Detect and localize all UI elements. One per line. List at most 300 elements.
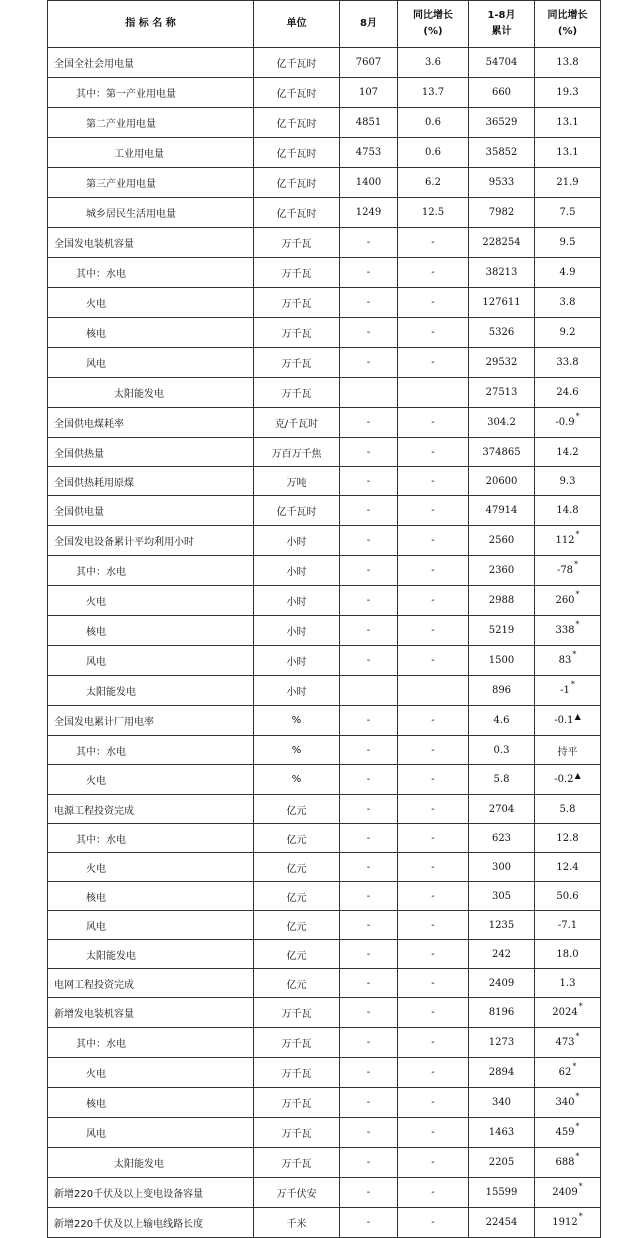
month-value-cell: - (340, 824, 398, 853)
month-value-cell: - (340, 882, 398, 911)
header-cumulative-yoy-line2: (%) (557, 26, 578, 37)
cumulative-yoy-cell (535, 795, 601, 824)
table-row (48, 78, 601, 108)
table-row (48, 586, 601, 616)
header-month: 8月 (340, 1, 398, 48)
indicator-name-cell: 全国发电设备累计平均利用小时 (48, 526, 254, 556)
cumulative-yoy-cell (535, 78, 601, 108)
month-value-cell: - (340, 526, 398, 556)
month-value-cell: - (340, 1208, 398, 1238)
cumulative-value-cell: 242 (469, 940, 535, 969)
cumulative-yoy-value: -1 (560, 685, 570, 696)
table-row (48, 1178, 601, 1208)
cumulative-value-cell: 5326 (469, 318, 535, 348)
cumulative-yoy-value: 33.8 (556, 357, 579, 368)
cumulative-value-cell: 2560 (469, 526, 535, 556)
cumulative-yoy-cell (535, 48, 601, 78)
month-value-cell: - (340, 1148, 398, 1178)
cumulative-yoy-value: 13.1 (556, 117, 579, 128)
month-yoy-cell: 12.5 (398, 198, 469, 228)
month-yoy-cell: - (398, 348, 469, 378)
month-value-cell: - (340, 940, 398, 969)
cumulative-yoy-cell (535, 438, 601, 467)
indicator-name-cell: 电源工程投资完成 (48, 795, 254, 824)
month-value-cell: 107 (340, 78, 398, 108)
cumulative-value-cell: 22454 (469, 1208, 535, 1238)
month-yoy-cell: - (398, 1088, 469, 1118)
cumulative-yoy-value: 18.0 (556, 948, 579, 960)
footnote-asterisk: * (570, 680, 575, 689)
cumulative-yoy-cell (535, 646, 601, 676)
cumulative-value-cell: 305 (469, 882, 535, 911)
month-yoy-cell: - (398, 408, 469, 438)
cumulative-yoy-cell (535, 556, 601, 586)
unit-cell: 亿千瓦时 (254, 138, 340, 168)
month-yoy-cell: 3.6 (398, 48, 469, 78)
month-yoy-cell: - (398, 586, 469, 616)
month-value-cell: - (340, 408, 398, 438)
table-row (48, 108, 601, 138)
cumulative-yoy-value: 12.8 (556, 832, 579, 844)
month-yoy-cell: - (398, 646, 469, 676)
month-yoy-cell: - (398, 1208, 469, 1238)
cumulative-yoy-cell (535, 496, 601, 526)
table-body (48, 48, 601, 1238)
indicator-name-cell: 风电 (48, 646, 254, 676)
cumulative-yoy-value: 473 (555, 1037, 575, 1048)
cumulative-yoy-cell (535, 882, 601, 911)
month-value-cell: - (340, 288, 398, 318)
cumulative-value-cell: 1235 (469, 911, 535, 940)
month-value-cell: - (340, 998, 398, 1028)
indicator-name-cell: 太阳能发电 (48, 1148, 254, 1178)
cumulative-yoy-value: 14.2 (556, 446, 579, 458)
cumulative-yoy-cell (535, 1088, 601, 1118)
cumulative-yoy-cell (535, 853, 601, 882)
cumulative-value-cell: 228254 (469, 228, 535, 258)
indicator-name-cell: 火电 (48, 853, 254, 882)
table-row (48, 646, 601, 676)
unit-cell: 万千瓦 (254, 998, 340, 1028)
unit-cell: 小时 (254, 556, 340, 586)
unit-cell: 小时 (254, 526, 340, 556)
unit-cell: 万千瓦 (254, 288, 340, 318)
table-row (48, 408, 601, 438)
month-yoy-cell: - (398, 998, 469, 1028)
cumulative-value-cell: 2894 (469, 1058, 535, 1088)
month-yoy-cell: - (398, 853, 469, 882)
unit-cell: 克/千瓦时 (254, 408, 340, 438)
table-header-row (48, 1, 601, 48)
cumulative-yoy-value: 3.8 (559, 297, 576, 308)
cumulative-yoy-cell (535, 1208, 601, 1238)
table-row (48, 795, 601, 824)
footnote-asterisk: * (575, 1092, 580, 1101)
unit-cell: 万千瓦 (254, 1088, 340, 1118)
unit-cell: 万千伏安 (254, 1178, 340, 1208)
month-value-cell: - (340, 1058, 398, 1088)
month-yoy-cell: - (398, 1118, 469, 1148)
indicator-name-cell: 第二产业用电量 (48, 108, 254, 138)
month-value-cell: 1249 (340, 198, 398, 228)
unit-cell: 万吨 (254, 467, 340, 496)
cumulative-yoy-value: 1912 (552, 1217, 578, 1228)
unit-cell: 万千瓦 (254, 228, 340, 258)
cumulative-value-cell: 5.8 (469, 765, 535, 795)
table-row (48, 138, 601, 168)
table-row (48, 198, 601, 228)
unit-cell: 万千瓦 (254, 1118, 340, 1148)
month-yoy-cell: - (398, 467, 469, 496)
table-row (48, 1118, 601, 1148)
header-month-yoy-line2: (%) (423, 26, 443, 37)
indicator-name-cell: 第三产业用电量 (48, 168, 254, 198)
indicator-name-cell: 核电 (48, 1088, 254, 1118)
cumulative-value-cell: 7982 (469, 198, 535, 228)
month-value-cell: - (340, 556, 398, 586)
table-row (48, 969, 601, 998)
cumulative-yoy-cell (535, 824, 601, 853)
indicator-name-cell: 全国发电装机容量 (48, 228, 254, 258)
indicator-name-cell: 核电 (48, 882, 254, 911)
header-cumulative-line1: 1-8月 (487, 10, 516, 21)
month-value-cell: - (340, 228, 398, 258)
cumulative-yoy-value: 83 (558, 655, 572, 666)
indicator-name-cell: 其中：水电 (48, 736, 254, 765)
indicator-name-cell: 工业用电量 (48, 138, 254, 168)
table-row (48, 496, 601, 526)
power-statistics-table (47, 0, 601, 1238)
month-yoy-cell: - (398, 1178, 469, 1208)
table-row (48, 1148, 601, 1178)
month-value-cell: 1400 (340, 168, 398, 198)
header-cumulative-yoy (535, 1, 601, 48)
month-value-cell: - (340, 467, 398, 496)
footnote-asterisk: * (572, 1062, 577, 1071)
cumulative-value-cell: 2988 (469, 586, 535, 616)
cumulative-yoy-cell (535, 288, 601, 318)
cumulative-yoy-cell (535, 940, 601, 969)
unit-cell: 万千瓦 (254, 348, 340, 378)
cumulative-yoy-cell (535, 1148, 601, 1178)
indicator-name-cell: 全国供热耗用原煤 (48, 467, 254, 496)
table-row (48, 911, 601, 940)
table-row (48, 526, 601, 556)
month-yoy-cell: - (398, 288, 469, 318)
cumulative-yoy-cell (535, 911, 601, 940)
month-value-cell: - (340, 348, 398, 378)
cumulative-yoy-cell (535, 467, 601, 496)
cumulative-yoy-value: 24.6 (556, 387, 579, 398)
cumulative-yoy-cell (535, 318, 601, 348)
table-row (48, 765, 601, 795)
table-row (48, 706, 601, 736)
cumulative-value-cell: 15599 (469, 1178, 535, 1208)
cumulative-yoy-value: 13.1 (556, 147, 579, 158)
unit-cell: 亿千瓦时 (254, 78, 340, 108)
month-value-cell: - (340, 318, 398, 348)
indicator-name-cell: 全国供电量 (48, 496, 254, 526)
month-value-cell (340, 676, 398, 706)
footnote-asterisk: * (578, 1212, 583, 1221)
header-month-yoy-line1: 同比增长 (413, 10, 453, 21)
indicator-name-cell: 全国全社会用电量 (48, 48, 254, 78)
indicator-name-cell: 火电 (48, 288, 254, 318)
month-value-cell: - (340, 616, 398, 646)
unit-cell: 万百万千焦 (254, 438, 340, 467)
cumulative-yoy-value: 688 (555, 1157, 575, 1168)
month-yoy-cell: - (398, 765, 469, 795)
cumulative-yoy-value: 62 (558, 1067, 572, 1078)
month-yoy-cell: - (398, 969, 469, 998)
cumulative-value-cell: 38213 (469, 258, 535, 288)
table-row (48, 940, 601, 969)
month-yoy-cell: - (398, 1148, 469, 1178)
cumulative-yoy-value: -7.1 (557, 919, 578, 931)
cumulative-value-cell: 1500 (469, 646, 535, 676)
table-row (48, 318, 601, 348)
month-value-cell: 7607 (340, 48, 398, 78)
unit-cell: 小时 (254, 646, 340, 676)
indicator-name-cell: 其中：水电 (48, 824, 254, 853)
month-yoy-cell (398, 676, 469, 706)
month-yoy-cell: - (398, 824, 469, 853)
cumulative-value-cell: 1463 (469, 1118, 535, 1148)
cumulative-yoy-cell (535, 228, 601, 258)
footnote-asterisk: * (575, 590, 580, 599)
indicator-name-cell: 全国供热量 (48, 438, 254, 467)
table-row (48, 824, 601, 853)
unit-cell: % (254, 706, 340, 736)
cumulative-yoy-value: 4.9 (559, 267, 576, 278)
footnote-asterisk: * (575, 530, 580, 539)
unit-cell: 小时 (254, 586, 340, 616)
table-row (48, 1058, 601, 1088)
month-yoy-cell: - (398, 438, 469, 467)
month-yoy-cell: - (398, 1058, 469, 1088)
cumulative-yoy-value: 50.6 (556, 890, 579, 902)
month-yoy-cell: - (398, 496, 469, 526)
month-value-cell: - (340, 765, 398, 795)
cumulative-yoy-cell (535, 138, 601, 168)
month-value-cell: - (340, 1118, 398, 1148)
unit-cell: 亿元 (254, 853, 340, 882)
footnote-asterisk: * (578, 1182, 583, 1191)
table-row (48, 1208, 601, 1238)
month-value-cell: - (340, 1088, 398, 1118)
footnote-asterisk: * (575, 1152, 580, 1161)
table-row (48, 168, 601, 198)
cumulative-yoy-cell (535, 168, 601, 198)
month-yoy-cell (398, 378, 469, 408)
indicator-name-cell: 电网工程投资完成 (48, 969, 254, 998)
table-row (48, 438, 601, 467)
cumulative-value-cell: 27513 (469, 378, 535, 408)
unit-cell: 亿元 (254, 940, 340, 969)
unit-cell: 亿元 (254, 882, 340, 911)
indicator-name-cell: 其中：水电 (48, 1028, 254, 1058)
unit-cell: 万千瓦 (254, 1028, 340, 1058)
month-value-cell: - (340, 736, 398, 765)
indicator-name-cell: 其中：水电 (48, 258, 254, 288)
month-value-cell: 4851 (340, 108, 398, 138)
cumulative-yoy-cell (535, 378, 601, 408)
cumulative-yoy-value: -78 (556, 565, 574, 576)
cumulative-yoy-value: 1.3 (559, 977, 576, 989)
cumulative-yoy-cell (535, 258, 601, 288)
unit-cell: 万千瓦 (254, 318, 340, 348)
header-cumulative-line2: 累计 (491, 26, 512, 37)
month-value-cell: - (340, 496, 398, 526)
footnote-asterisk: * (575, 1122, 580, 1131)
cumulative-yoy-value: 21.9 (556, 177, 579, 188)
month-value-cell: - (340, 438, 398, 467)
cumulative-value-cell: 1273 (469, 1028, 535, 1058)
cumulative-yoy-cell (535, 969, 601, 998)
table-row (48, 1088, 601, 1118)
cumulative-value-cell: 623 (469, 824, 535, 853)
table-row (48, 736, 601, 765)
month-yoy-cell: 0.6 (398, 138, 469, 168)
footnote-asterisk: * (572, 650, 577, 659)
cumulative-yoy-value: -0.9 (555, 417, 575, 428)
cumulative-yoy-value: 13.8 (556, 57, 579, 68)
cumulative-yoy-cell (535, 676, 601, 706)
month-value-cell: - (340, 586, 398, 616)
indicator-name-cell: 太阳能发电 (48, 676, 254, 706)
indicator-name-cell: 全国发电累计厂用电率 (48, 706, 254, 736)
cumulative-yoy-value: 2024 (552, 1007, 578, 1018)
cumulative-yoy-cell (535, 526, 601, 556)
table-row (48, 998, 601, 1028)
table-row (48, 882, 601, 911)
cumulative-value-cell: 374865 (469, 438, 535, 467)
month-value-cell: - (340, 1178, 398, 1208)
cumulative-yoy-value: 持平 (557, 746, 578, 758)
cumulative-yoy-cell (535, 706, 601, 736)
cumulative-value-cell: 2704 (469, 795, 535, 824)
cumulative-value-cell: 127611 (469, 288, 535, 318)
month-yoy-cell: - (398, 911, 469, 940)
cumulative-yoy-cell (535, 586, 601, 616)
cumulative-value-cell: 29532 (469, 348, 535, 378)
table-row (48, 1028, 601, 1058)
indicator-name-cell: 风电 (48, 1118, 254, 1148)
indicator-name-cell: 全国供电煤耗率 (48, 408, 254, 438)
table-row (48, 348, 601, 378)
unit-cell: 万千瓦 (254, 1058, 340, 1088)
cumulative-yoy-value: 9.3 (559, 475, 576, 487)
cumulative-yoy-cell (535, 736, 601, 765)
indicator-name-cell: 新增220千伏及以上输电线路长度 (48, 1208, 254, 1238)
unit-cell: 千米 (254, 1208, 340, 1238)
cumulative-yoy-cell (535, 1028, 601, 1058)
cumulative-yoy-cell (535, 198, 601, 228)
table-row (48, 288, 601, 318)
month-yoy-cell: 13.7 (398, 78, 469, 108)
footnote-asterisk: * (575, 1032, 580, 1041)
unit-cell: 亿元 (254, 969, 340, 998)
cumulative-yoy-cell (535, 348, 601, 378)
cumulative-yoy-cell (535, 1118, 601, 1148)
table-row (48, 556, 601, 586)
indicator-name-cell: 新增发电装机容量 (48, 998, 254, 1028)
cumulative-yoy-value: 338 (555, 625, 575, 636)
month-value-cell: - (340, 1028, 398, 1058)
cumulative-value-cell: 54704 (469, 48, 535, 78)
indicator-name-cell: 核电 (48, 318, 254, 348)
cumulative-value-cell: 2205 (469, 1148, 535, 1178)
unit-cell: 小时 (254, 616, 340, 646)
cumulative-yoy-cell (535, 998, 601, 1028)
cumulative-value-cell: 340 (469, 1088, 535, 1118)
indicator-name-cell: 其中：水电 (48, 556, 254, 586)
indicator-name-cell: 风电 (48, 348, 254, 378)
month-value-cell: - (340, 706, 398, 736)
footnote-asterisk: * (574, 560, 579, 569)
indicator-name-cell: 火电 (48, 586, 254, 616)
unit-cell: 亿千瓦时 (254, 496, 340, 526)
month-value-cell: - (340, 853, 398, 882)
month-yoy-cell: - (398, 795, 469, 824)
month-value-cell: - (340, 646, 398, 676)
table-row (48, 48, 601, 78)
month-yoy-cell: 6.2 (398, 168, 469, 198)
cumulative-yoy-value: 7.5 (559, 207, 576, 218)
month-yoy-cell: - (398, 882, 469, 911)
cumulative-value-cell: 35852 (469, 138, 535, 168)
table-row (48, 467, 601, 496)
month-yoy-cell: - (398, 706, 469, 736)
unit-cell: 亿千瓦时 (254, 198, 340, 228)
month-yoy-cell: - (398, 526, 469, 556)
cumulative-value-cell: 300 (469, 853, 535, 882)
cumulative-yoy-value: -0.2 (554, 774, 574, 785)
header-cumulative-yoy-line1: 同比增长 (547, 10, 588, 21)
unit-cell: 万千瓦 (254, 258, 340, 288)
month-yoy-cell: 0.6 (398, 108, 469, 138)
footnote-asterisk: * (578, 1002, 583, 1011)
month-value-cell: 4753 (340, 138, 398, 168)
month-value-cell: - (340, 258, 398, 288)
cumulative-value-cell: 9533 (469, 168, 535, 198)
unit-cell: 万千瓦 (254, 1148, 340, 1178)
cumulative-value-cell: 304.2 (469, 408, 535, 438)
unit-cell: % (254, 765, 340, 795)
cumulative-yoy-value: 112 (555, 535, 575, 546)
unit-cell: 亿千瓦时 (254, 168, 340, 198)
percentage-point-marker: ▲ (574, 712, 581, 721)
cumulative-yoy-cell (535, 108, 601, 138)
cumulative-yoy-value: 5.8 (559, 803, 576, 815)
table-row (48, 228, 601, 258)
indicator-name-cell: 其中：第一产业用电量 (48, 78, 254, 108)
unit-cell: % (254, 736, 340, 765)
cumulative-yoy-cell (535, 1178, 601, 1208)
footnote-asterisk: * (575, 412, 580, 421)
month-yoy-cell: - (398, 616, 469, 646)
header-cumulative (469, 1, 535, 48)
cumulative-value-cell: 8196 (469, 998, 535, 1028)
cumulative-value-cell: 5219 (469, 616, 535, 646)
percentage-point-marker: ▲ (574, 771, 581, 780)
unit-cell: 亿元 (254, 824, 340, 853)
month-value-cell: - (340, 911, 398, 940)
unit-cell: 亿元 (254, 795, 340, 824)
indicator-name-cell: 太阳能发电 (48, 378, 254, 408)
indicator-name-cell: 火电 (48, 765, 254, 795)
month-yoy-cell: - (398, 940, 469, 969)
